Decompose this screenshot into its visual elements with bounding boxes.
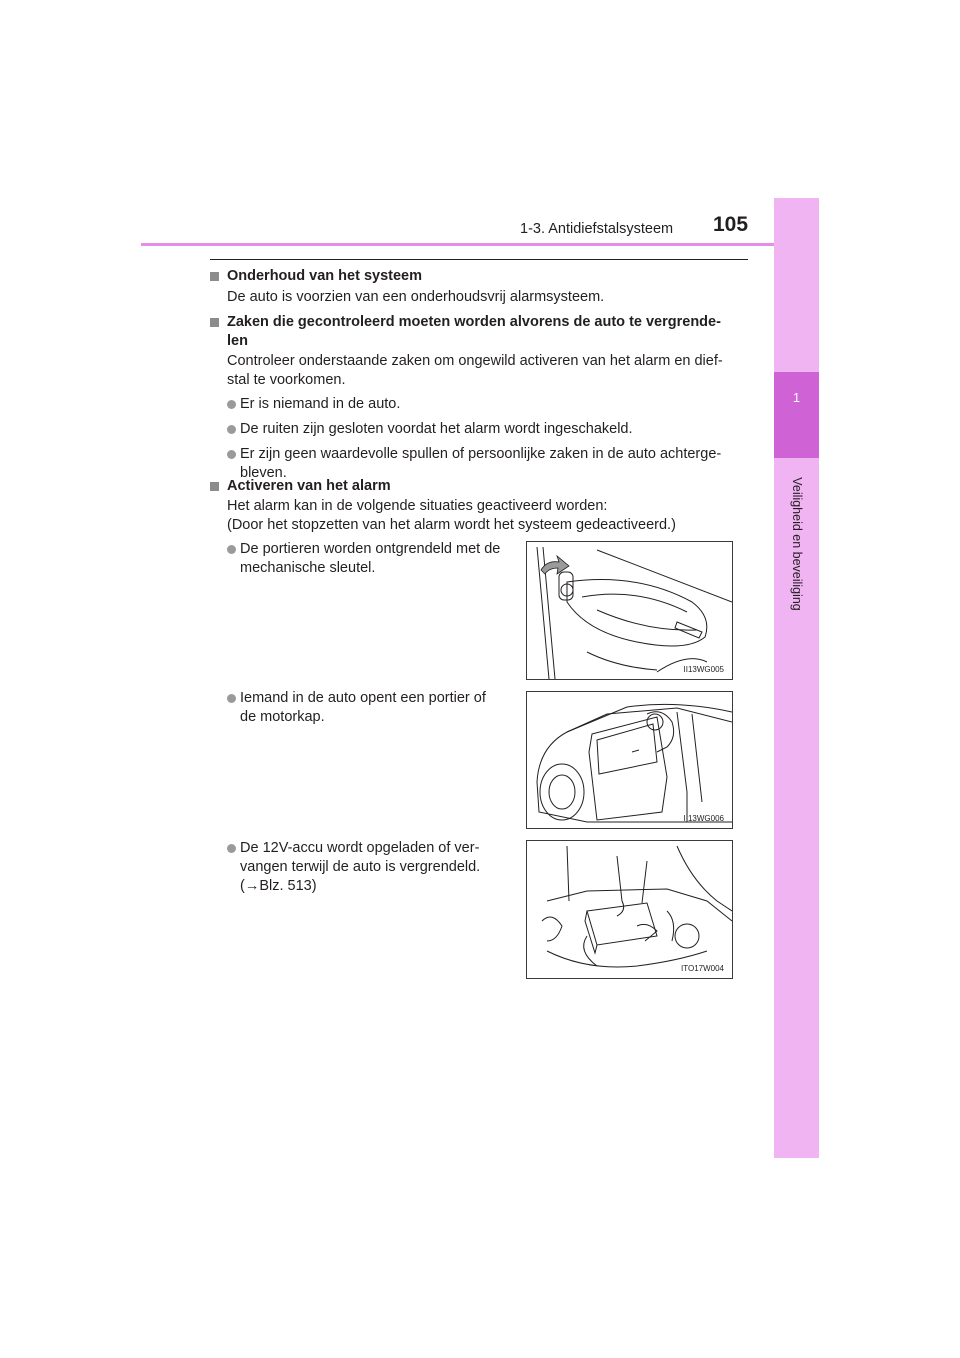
chapter-tab-active [774, 372, 819, 458]
chapter-tab-strip [774, 198, 819, 1158]
check-item-1: Er is niemand in de auto. [240, 395, 400, 414]
square-bullet-icon [210, 482, 219, 491]
heading-activation: Activeren van het alarm [227, 477, 391, 496]
section-title: 1-3. Antidiefstalsysteem [520, 221, 674, 237]
page-number: 105 [713, 213, 749, 236]
chapter-number: 1 [792, 390, 801, 405]
heading-maintenance: Onderhoud van het systeem [227, 267, 422, 286]
door-handle-illustration [527, 542, 732, 679]
check-item-2: De ruiten zijn gesloten voordat het alarm wordt ingeschakeld. [240, 420, 633, 439]
figure-open-door [526, 691, 733, 829]
square-bullet-icon [210, 272, 219, 281]
bullet-icon [227, 545, 236, 554]
bullet-icon [227, 425, 236, 434]
chapter-label: Veiligheid en beveiliging [790, 477, 804, 611]
header-rule [141, 243, 819, 246]
bullet-icon [227, 844, 236, 853]
car-open-door-illustration [527, 692, 732, 828]
square-bullet-icon [210, 318, 219, 327]
figure-door-handle [526, 541, 733, 680]
figure-code: II13WG006 [683, 814, 724, 823]
content-rule [210, 259, 748, 260]
battery-replacement-illustration [527, 841, 732, 978]
activation-item-2: Iemand in de auto opent een portier of de motorkap. [240, 689, 514, 727]
heading-checks: Zaken die gecontroleerd moeten worden alvorens de auto te vergrende- len [227, 313, 747, 351]
check-item-3: Er zijn geen waardevolle spullen of persoonlijke zaken in de auto achterge- bleven. [240, 445, 747, 483]
figure-code: ITO17W004 [681, 964, 724, 973]
activation-intro: Het alarm kan in de volgende situaties geactiveerd worden: (Door het stopzetten van het alarm wordt het systeem gedeactiveerd.) [227, 498, 676, 533]
bullet-icon [227, 694, 236, 703]
figure-battery [526, 840, 733, 979]
activation-item-3: De 12V-accu wordt opgeladen of ver- vangen terwijl de auto is vergrendeld. (→Blz. 513) [240, 839, 514, 896]
bullet-icon [227, 400, 236, 409]
bullet-icon [227, 450, 236, 459]
maintenance-text: De auto is voorzien van een onderhoudsvrij alarmsysteem. [227, 289, 605, 305]
figure-code: II13WG005 [683, 665, 724, 674]
checks-intro: Controleer onderstaande zaken om ongewild activeren van het alarm en dief- stal te voorkomen. [227, 353, 723, 388]
activation-item-1: De portieren worden ontgrendeld met de mechanische sleutel. [240, 540, 514, 578]
